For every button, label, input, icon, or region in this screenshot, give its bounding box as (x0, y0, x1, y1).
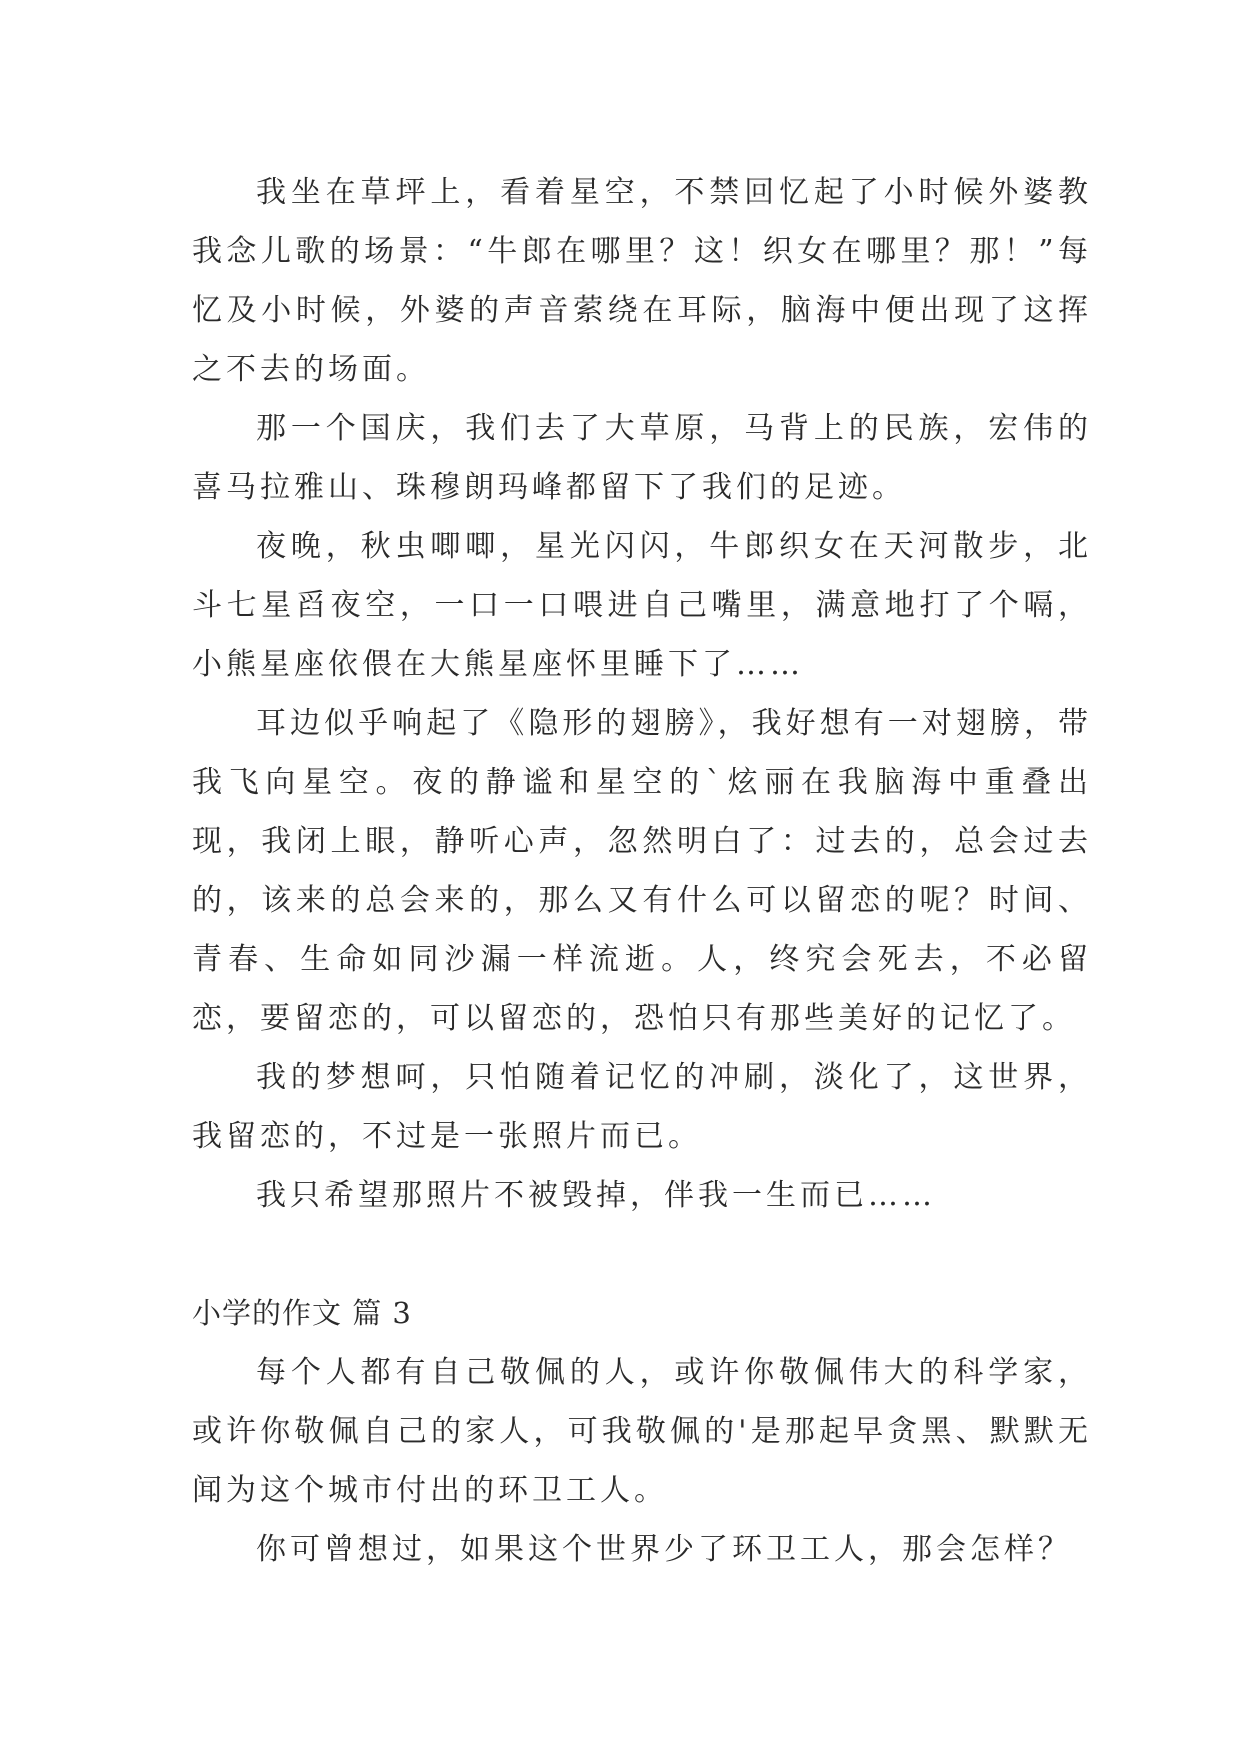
paragraph-invisible-wings: 耳边似乎响起了《隐形的翅膀》，我好想有一对翅膀，带我飞向星空。夜的静谧和星空的`炫丽在我脑海中重叠出现，我闭上眼，静听心声，忽然明白了：过去的，总会过去的，该来的总会来的，那么又有什么可以留恋的呢？时间、青春、生命如同沙漏一样流逝。人，终究会死去，不必留恋，要留恋的，可以留恋的，恐怕只有那些美好的记忆了。 (192, 706, 1092, 1036)
paragraph-sanitation-workers-question: 你可曾想过，如果这个世界少了环卫工人，那会怎样？ (256, 1532, 1072, 1567)
paragraph-night-sky: 夜晚，秋虫唧唧，星光闪闪，牛郎织女在天河散步，北斗七星舀夜空，一口一口喂进自己嘴里，满意地打了个嗝，小熊星座依偎在大熊星座怀里睡下了…… (192, 529, 1092, 682)
paragraph-national-day-trip: 那一个国庆，我们去了大草原，马背上的民族，宏伟的喜马拉雅山、珠穆朗玛峰都留下了我们的足迹。 (192, 411, 1092, 505)
paragraph-admired-people: 每个人都有自己敬佩的人，或许你敬佩伟大的科学家，或许你敬佩自己的家人，可我敬佩的'是那起早贪黑、默默无闻为这个城市付出的环卫工人。 (192, 1355, 1092, 1508)
section-heading-essay-3: 小学的作文 篇 3 (192, 1296, 412, 1330)
paragraph-dream-photo: 我的梦想呵，只怕随着记忆的冲刷，淡化了，这世界，我留恋的，不过是一张照片而已。 (192, 1060, 1092, 1154)
paragraph-stargazing-memory: 我坐在草坪上，看着星空，不禁回忆起了小时候外婆教我念儿歌的场景：“牛郎在哪里？这！织女在哪里？那！”每忆及小时候，外婆的声音萦绕在耳际，脑海中便出现了这挥之不去的场面。 (192, 175, 1092, 387)
document-body (192, 163, 1092, 1579)
paragraph-wish: 我只希望那照片不被毁掉，伴我一生而已…… (256, 1178, 936, 1213)
